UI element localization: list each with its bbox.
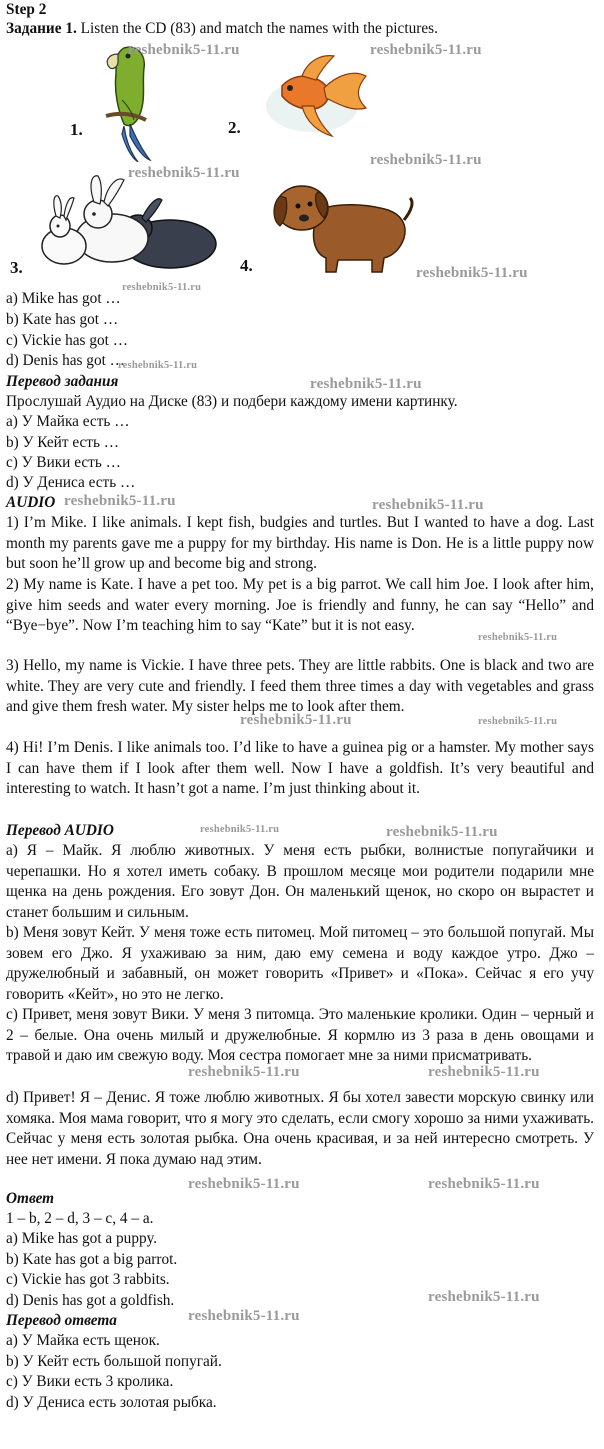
audio-translation-paragraph: a) Я – Майк. Я люблю животных. У меня есть рыбки, волнистые попугайчики и черепашки. Но я хотел иметь собаку. В прошлом месяце мои родители подарили мне щенка на день рождения. Его зовут Дон. Он маленький щенок, но скоро он вырастет и станет большим и сильным. — [6, 842, 594, 921]
task-item: a) Mike has got … — [6, 290, 121, 307]
watermark: reshebnik5-11.ru — [188, 1308, 300, 1324]
puppy-picture — [268, 180, 414, 276]
translation-item: c) У Вики есть … — [6, 454, 121, 471]
audio-translation-paragraph: b) Меня зовут Кейт. У меня тоже есть питомец. Мой питомец – это большой попугай. Мы зовем его Джо. Я ухаживаю за ним, даю ему семена и воду каждое утро. Джо – дружелюбный и забавный, он может говорить «Привет» и «Пока». Сейчас я его учу говорить «Кейт», но это не легко. — [6, 924, 594, 1003]
audio-paragraph: 1) I’m Mike. I like animals. I kept fish, budgies and turtles. But I wanted to have a dog. Last month my parents gave me a puppy for my birthday. His name is Don. He is a little puppy now but soon he’ll grow up and become big and strong. — [6, 514, 594, 572]
audio-translation-paragraph: c) Привет, меня зовут Вики. У меня 3 питомца. Это маленькие кролики. Один – черный и 2 – белые. Она очень милый и дружелюбные. Я кормлю из 3 раза в день овощами и травой и даю им свежую воду. Моя сестра помогает мне за ними присматривать. — [6, 1006, 594, 1064]
task-line — [6, 19, 438, 38]
picture-number-3: 3. — [10, 258, 23, 277]
watermark: reshebnik5-11.ru — [478, 632, 558, 643]
watermark: reshebnik5-11.ru — [386, 824, 498, 840]
task-label: Задание 1. — [6, 20, 77, 37]
watermark: reshebnik5-11.ru — [118, 360, 198, 371]
watermark: reshebnik5-11.ru — [64, 493, 176, 509]
answer-item: a) Mike has got a puppy. — [6, 1230, 158, 1247]
watermark: reshebnik5-11.ru — [428, 1064, 540, 1080]
task-item: c) Vickie has got … — [6, 332, 128, 349]
watermark: reshebnik5-11.ru — [122, 282, 202, 293]
audio-translation-paragraph: d) Привет! Я – Денис. Я тоже люблю животных. Я бы хотел завести морскую свинку или хомяка. Моя мама говорит, что я могу это сделать, если смогу хорошо за ними ухаживать. Сейчас у меня есть золотая рыбка. Она очень красивая, и за ней интересно смотреть. У нее нет имени. Я пока думаю над этим. — [6, 1089, 594, 1168]
watermark: reshebnik5-11.ru — [188, 1176, 300, 1192]
translation-text: Прослушай Аудио на Диске (83) и подбери каждому имени картинку. — [6, 393, 458, 410]
watermark: reshebnik5-11.ru — [240, 712, 352, 728]
rabbits-picture — [38, 172, 220, 272]
answer-translation-heading: Перевод ответа — [6, 1312, 117, 1329]
answer-translation-item: a) У Майка есть щенок. — [6, 1332, 160, 1349]
step-title: Step 2 — [6, 1, 47, 18]
audio-heading: AUDIO — [6, 494, 56, 511]
goldfish-picture — [262, 46, 372, 144]
watermark: reshebnik5-11.ru — [478, 716, 558, 727]
watermark: reshebnik5-11.ru — [128, 42, 240, 58]
watermark: reshebnik5-11.ru — [310, 376, 422, 392]
translation-item: b) У Кейт есть … — [6, 434, 120, 451]
audio-paragraph: 3) Hello, my name is Vickie. I have three pets. They are little rabbits. One is black and two are white. They are very cute and friendly. I feed them three times a day with vegetables and grass and give them fresh water. My sister helps me to look after them. — [6, 657, 594, 715]
answer-item: d) Denis has got a goldfish. — [6, 1292, 175, 1309]
audio-paragraph: 2) My name is Kate. I have a pet too. My pet is a big parrot. We call him Joe. I look after him, give him seeds and water every morning. Joe is friendly and funny, he can say “Hello” and “Bye−bye”. Now I’m teaching him to say “Kate” but it is not easy. — [6, 576, 594, 634]
watermark: reshebnik5-11.ru — [428, 1176, 540, 1192]
answer-translation-item: b) У Кейт есть большой попугай. — [6, 1353, 222, 1370]
task-item: b) Kate has got … — [6, 311, 119, 328]
watermark: reshebnik5-11.ru — [128, 165, 240, 181]
answer-key: 1 – b, 2 – d, 3 – c, 4 – a. — [6, 1210, 154, 1227]
watermark: reshebnik5-11.ru — [372, 497, 484, 513]
translation-heading: Перевод задания — [6, 373, 119, 390]
picture-number-4: 4. — [240, 256, 253, 275]
watermark: reshebnik5-11.ru — [428, 1289, 540, 1305]
answer-item: b) Kate has got a big parrot. — [6, 1251, 178, 1268]
task-text: Listen the CD (83) and match the names with the pictures. — [76, 20, 438, 37]
translation-item: a) У Майка есть … — [6, 413, 130, 430]
watermark: reshebnik5-11.ru — [370, 152, 482, 168]
picture-number-2: 2. — [228, 118, 241, 137]
translation-item: d) У Дениса есть … — [6, 474, 136, 491]
answer-heading: Ответ — [6, 1190, 55, 1207]
watermark: reshebnik5-11.ru — [200, 824, 280, 835]
answer-translation-item: c) У Вики есть 3 кролика. — [6, 1373, 174, 1390]
answer-translation-item: d) У Дениса есть золотая рыбка. — [6, 1394, 217, 1411]
watermark: reshebnik5-11.ru — [188, 1064, 300, 1080]
task-item: d) Denis has got … — [6, 352, 125, 369]
audio-paragraph: 4) Hi! I’m Denis. I like animals too. I’d like to have a guinea pig or a hamster. My mother says I can have them if I look after them well. Now I have a goldfish. It’s very beautiful and interesting to watch. It hasn’t got a name. I’m just thinking about it. — [6, 739, 594, 797]
answer-item: c) Vickie has got 3 rabbits. — [6, 1271, 170, 1288]
watermark: reshebnik5-11.ru — [416, 265, 528, 281]
watermark: reshebnik5-11.ru — [370, 42, 482, 58]
audio-translation-heading: Перевод AUDIO — [6, 822, 114, 839]
picture-number-1: 1. — [70, 120, 83, 139]
